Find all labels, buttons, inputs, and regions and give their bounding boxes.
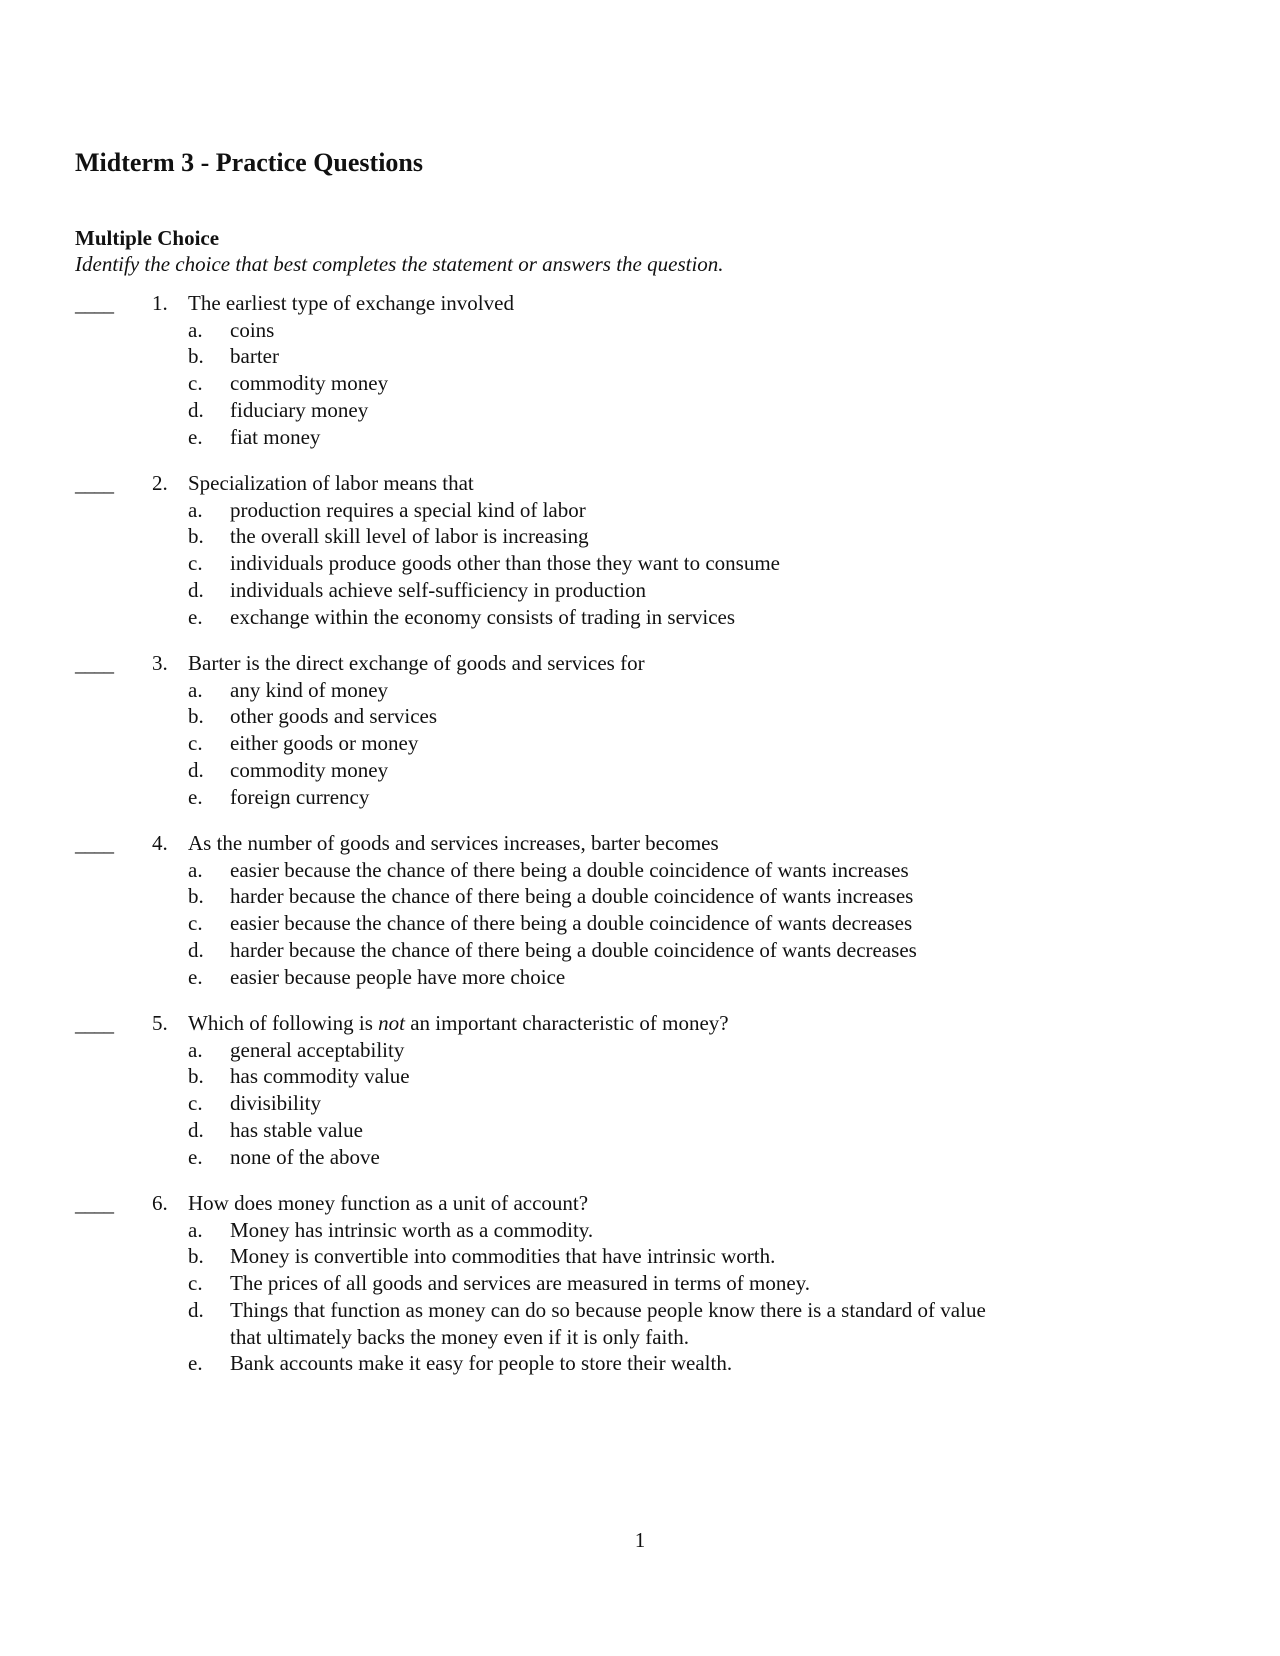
choice-letter: c. — [188, 1091, 203, 1116]
choice-letter: c. — [188, 551, 203, 576]
question-5 — [0, 1010, 1280, 1170]
choice-e — [0, 1350, 1280, 1377]
choice-letter: c. — [188, 1271, 203, 1296]
choice-text: foreign currency — [230, 784, 370, 809]
choice-a — [0, 497, 1280, 524]
choice-text: exchange within the economy consists of trading in services — [230, 604, 736, 629]
choice-letter: b. — [188, 1244, 204, 1269]
choice-letter: e. — [188, 604, 203, 629]
choice-letter: a. — [188, 497, 203, 522]
choice-b — [0, 1063, 1280, 1090]
choice-c — [0, 370, 1280, 397]
choice-letter: a. — [188, 1037, 203, 1062]
choice-a — [0, 1037, 1280, 1064]
choice-letter: c. — [188, 371, 203, 396]
choice-letter: d. — [188, 1117, 204, 1142]
choice-e — [0, 424, 1280, 451]
choice-text: Money is convertible into commodities that have intrinsic worth. — [230, 1244, 776, 1269]
question-stem: As the number of goods and services increases, barter becomes — [188, 831, 719, 855]
instructions: Identify the choice that best completes the statement or answers the question. — [75, 252, 724, 276]
choice-letter: e. — [188, 424, 203, 449]
choice-text: any kind of money — [230, 677, 389, 702]
answer-blank[interactable]: ____ — [75, 832, 113, 856]
choice-letter: b. — [188, 1064, 204, 1089]
choice-text: has commodity value — [230, 1064, 410, 1089]
question-stem: How does money function as a unit of account? — [188, 1191, 589, 1215]
choice-d — [0, 937, 1280, 964]
question-stem: Barter is the direct exchange of goods and services for — [188, 651, 645, 675]
choice-c — [0, 1270, 1280, 1297]
choice-letter: d. — [188, 757, 204, 782]
question-number: 4. — [152, 831, 168, 855]
answer-blank[interactable]: ____ — [75, 1012, 113, 1036]
choice-text: easier because the chance of there being a double coincidence of wants increases — [230, 857, 909, 882]
choice-text: general acceptability — [230, 1037, 405, 1062]
choice-b — [0, 343, 1280, 370]
question-1 — [0, 290, 1280, 450]
choice-letter: b. — [188, 884, 204, 909]
question-2 — [0, 470, 1280, 630]
choice-letter: c. — [188, 731, 203, 756]
choice-d — [0, 397, 1280, 424]
choice-b — [0, 883, 1280, 910]
choice-b — [0, 1243, 1280, 1270]
choice-text: commodity money — [230, 371, 389, 396]
question-stem: The earliest type of exchange involved — [188, 291, 514, 315]
choice-text: The prices of all goods and services are measured in terms of money. — [230, 1271, 811, 1296]
choice-letter: e. — [188, 1351, 203, 1376]
choice-d — [0, 757, 1280, 784]
choice-letter: e. — [188, 784, 203, 809]
choice-text: has stable value — [230, 1117, 363, 1142]
question-number: 1. — [152, 291, 168, 315]
choice-text: harder because the chance of there being a double coincidence of wants increases — [230, 884, 914, 909]
choice-text: harder because the chance of there being a double coincidence of wants decreases — [230, 937, 917, 962]
choice-text: divisibility — [230, 1091, 322, 1116]
choice-text: individuals produce goods other than those they want to consume — [230, 551, 780, 576]
page-title: Midterm 3 - Practice Questions — [75, 148, 424, 177]
choice-letter: a. — [188, 317, 203, 342]
section-heading: Multiple Choice — [75, 226, 220, 250]
question-stem: Specialization of labor means that — [188, 471, 474, 495]
choice-letter: e. — [188, 1144, 203, 1169]
choice-a — [0, 677, 1280, 704]
answer-blank[interactable]: ____ — [75, 292, 113, 316]
choice-letter: b. — [188, 344, 204, 369]
choice-text: other goods and services — [230, 704, 438, 729]
choice-c — [0, 730, 1280, 757]
choice-a — [0, 857, 1280, 884]
choice-c — [0, 550, 1280, 577]
choice-text: either goods or money — [230, 731, 419, 756]
answer-blank[interactable]: ____ — [75, 652, 113, 676]
question-number: 5. — [152, 1011, 168, 1035]
choice-d — [0, 1117, 1280, 1144]
choice-a — [0, 1217, 1280, 1244]
question-stem-emphasis: not — [378, 1011, 405, 1035]
question-number: 3. — [152, 651, 168, 675]
choice-text: easier because people have more choice — [230, 964, 566, 989]
choice-e — [0, 784, 1280, 811]
choice-b — [0, 703, 1280, 730]
choice-letter: a. — [188, 1217, 203, 1242]
page-number: 1 — [634, 1528, 646, 1552]
choice-letter: b. — [188, 704, 204, 729]
choice-c — [0, 1090, 1280, 1117]
question-3 — [0, 650, 1280, 810]
answer-blank[interactable]: ____ — [75, 472, 113, 496]
question-stem-after: an important characteristic of money? — [404, 1011, 729, 1035]
choice-letter: d. — [188, 937, 204, 962]
choice-text: commodity money — [230, 757, 389, 782]
choice-letter: d. — [188, 397, 204, 422]
choice-text: individuals achieve self-sufficiency in production — [230, 577, 646, 602]
choice-letter: a. — [188, 857, 203, 882]
choice-letter: c. — [188, 911, 203, 936]
answer-blank[interactable]: ____ — [75, 1192, 113, 1216]
choice-text: easier because the chance of there being a double coincidence of wants decreases — [230, 911, 913, 936]
question-stem — [188, 1010, 729, 1037]
choice-text: Things that function as money can do so because people know there is a standard of value that ultimately backs the money even if it is only faith. — [230, 1297, 986, 1349]
choice-text: barter — [230, 344, 279, 369]
choice-letter: a. — [188, 677, 203, 702]
question-stem-before: Which of following is — [188, 1011, 379, 1035]
choice-text: the overall skill level of labor is increasing — [230, 524, 589, 549]
choice-letter: d. — [188, 1297, 204, 1322]
choice-text: none of the above — [230, 1144, 380, 1169]
choice-b — [0, 523, 1280, 550]
choice-text: Money has intrinsic worth as a commodity. — [230, 1217, 594, 1242]
question-4 — [0, 830, 1280, 990]
choice-letter: e. — [188, 964, 203, 989]
question-number: 6. — [152, 1191, 168, 1215]
choice-a — [0, 317, 1280, 344]
choice-d — [0, 577, 1280, 604]
choice-letter: b. — [188, 524, 204, 549]
choice-letter: d. — [188, 577, 204, 602]
question-6 — [0, 1190, 1280, 1377]
choice-e — [0, 964, 1280, 991]
choice-text: coins — [230, 317, 275, 342]
choice-text: production requires a special kind of labor — [230, 497, 586, 522]
choice-text: fiat money — [230, 424, 321, 449]
choice-c — [0, 910, 1280, 937]
choice-text: Bank accounts make it easy for people to store their wealth. — [230, 1351, 733, 1376]
choice-d — [0, 1297, 1280, 1350]
choice-e — [0, 1144, 1280, 1171]
choice-text: fiduciary money — [230, 397, 369, 422]
choice-e — [0, 604, 1280, 631]
question-number: 2. — [152, 471, 168, 495]
